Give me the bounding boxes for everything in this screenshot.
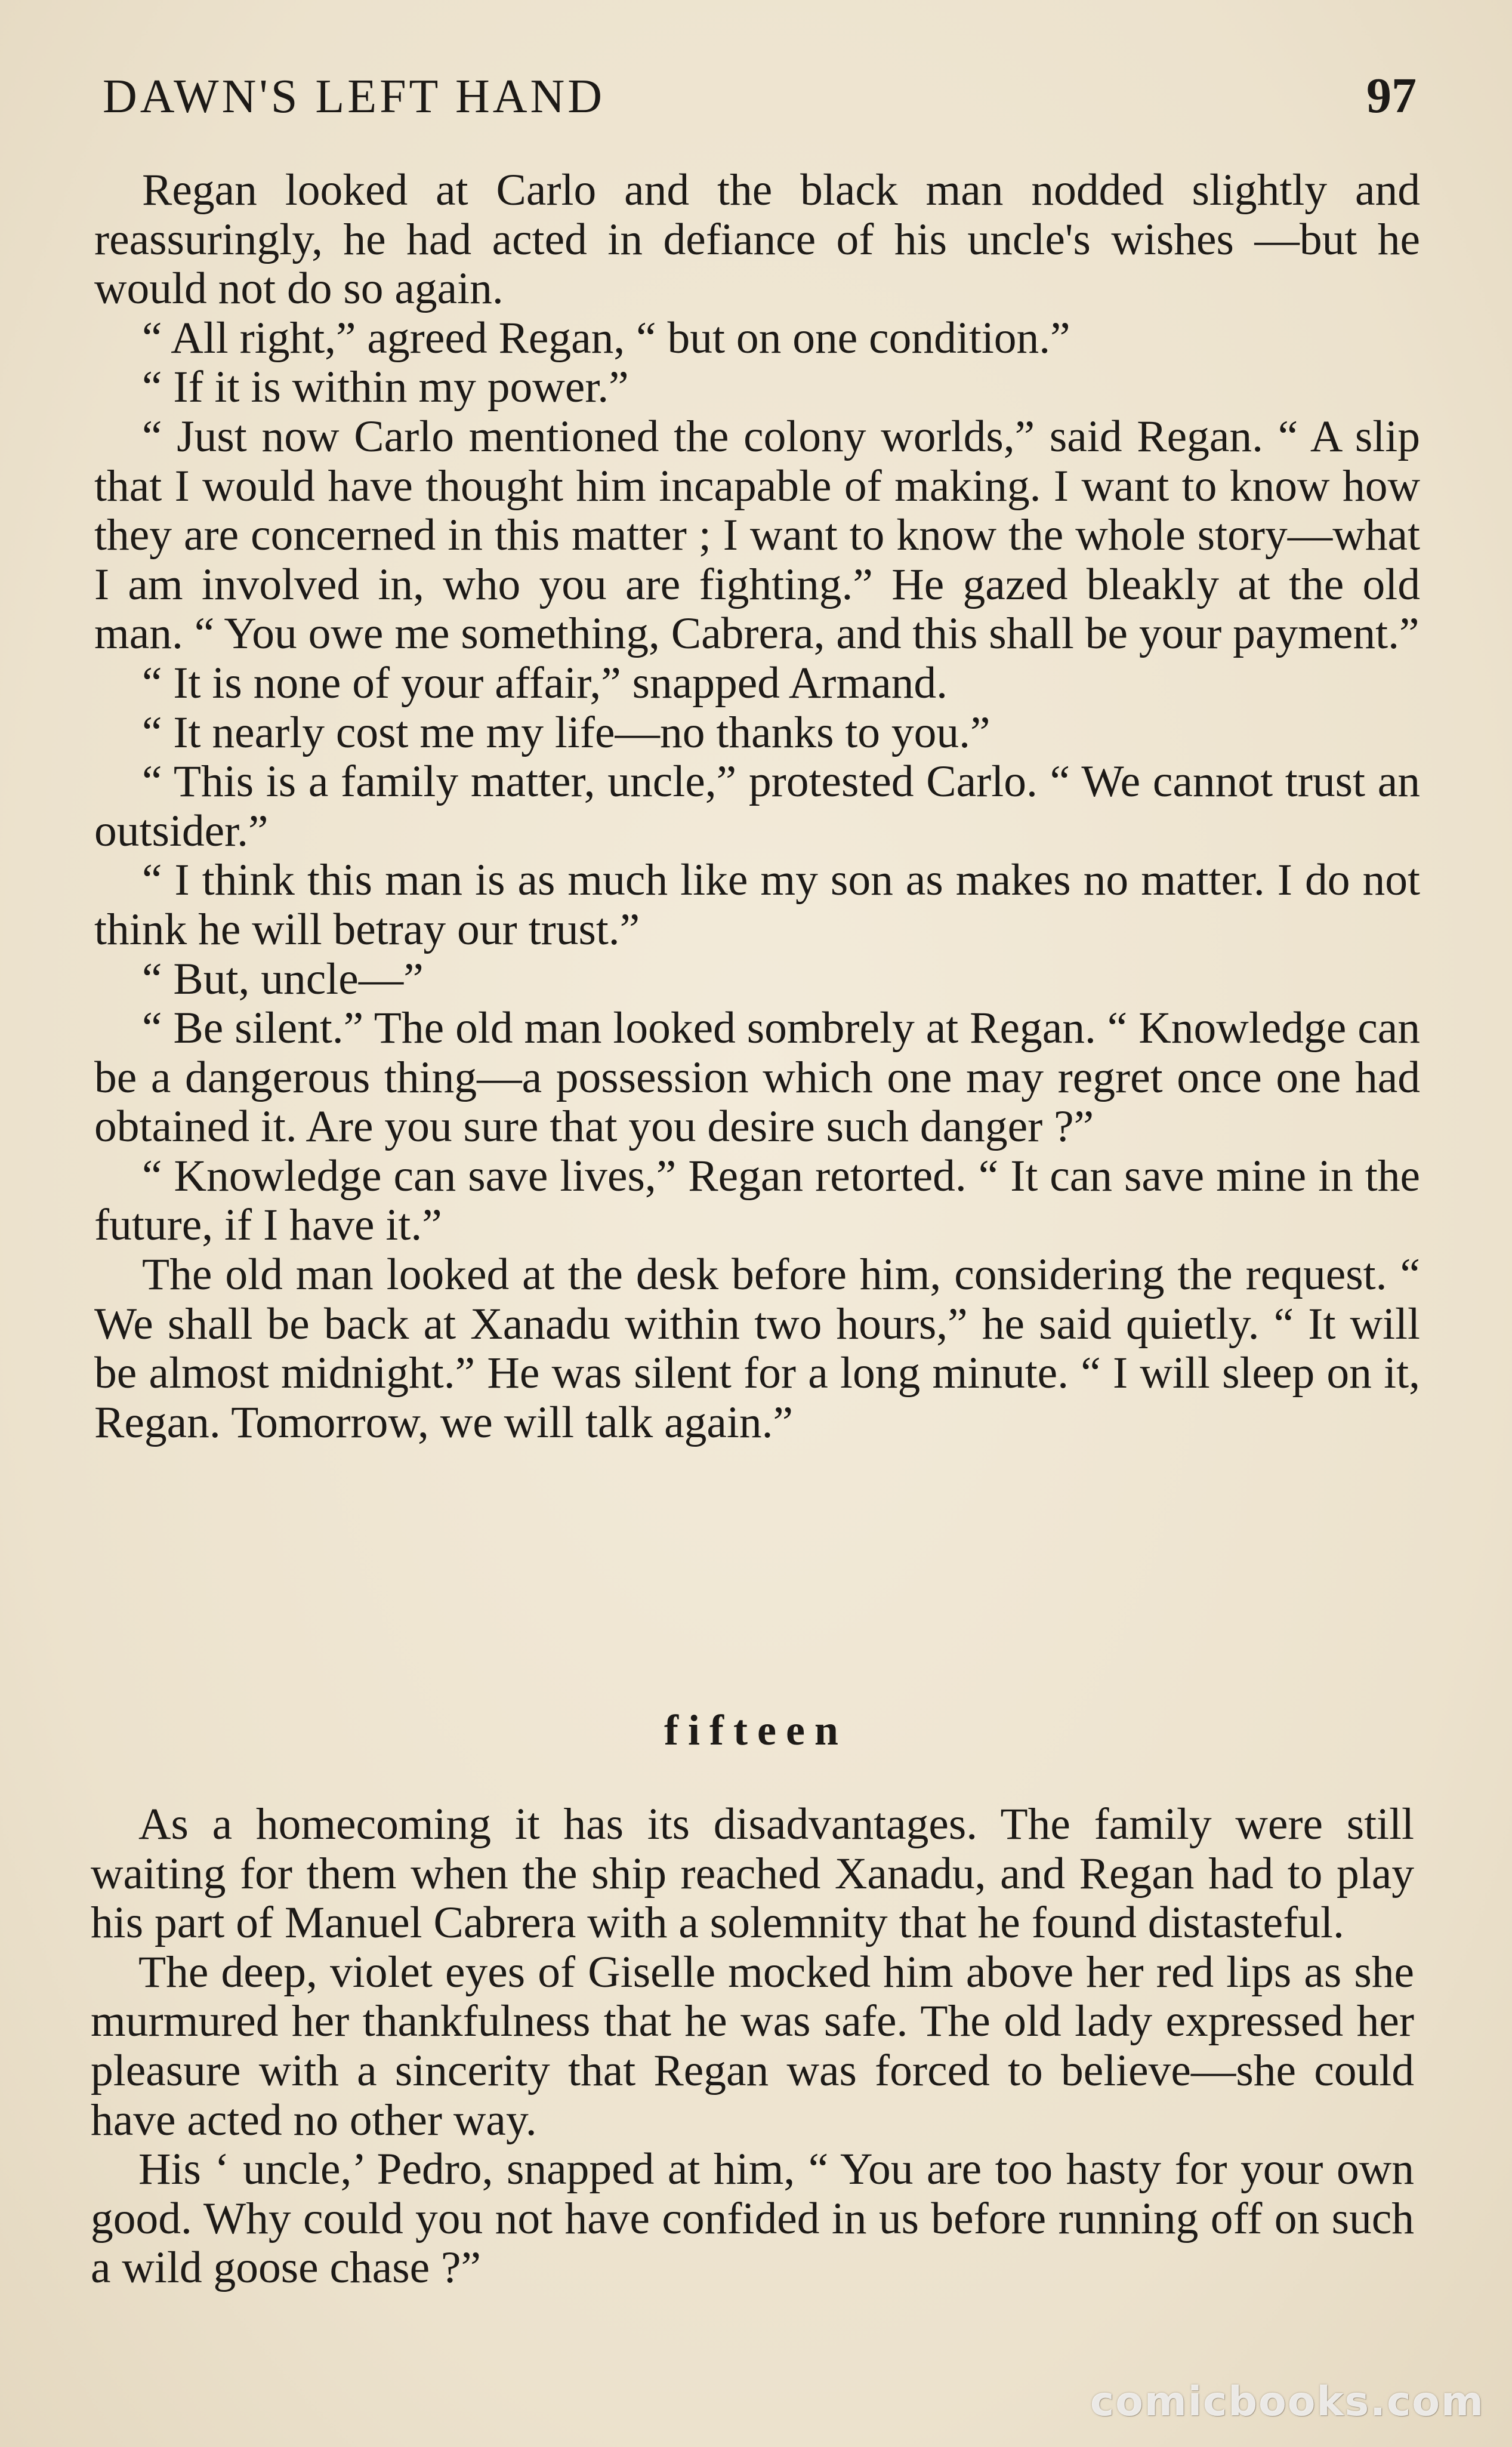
paragraph: “ This is a family matter, uncle,” protested Carlo. “ We cannot trust an outsider.” [94,757,1420,856]
paragraph: “ Be silent.” The old man looked sombrely at Regan. “ Knowledge can be a dangerous thing—a possession which one may regret once one had obtained it. Are you sure that you desire such danger ?” [94,1003,1420,1152]
paragraph: His ‘ uncle,’ Pedro, snapped at him, “ You are too hasty for your own good. Why could you not have confided in us before running off on such a wild goose chase ?” [91,2144,1414,2293]
paragraph: “ Just now Carlo mentioned the colony worlds,” said Regan. “ A slip that I would have thought him incapable of making. I want to know how they are concerned in this matter ; I want to know the whole story—what I am involved in, who you are fighting.” He gazed bleakly at the old man. “ You owe me something, Cabrera, and this shall be your payment.” [94,411,1420,659]
paragraph: “ I think this man is as much like my son as makes no matter. I do not think he will betray our trust.” [94,855,1420,954]
paragraph: “ But, uncle—” [142,954,424,1004]
page-number: 97 [1366,68,1417,124]
paragraph: The deep, violet eyes of Giselle mocked him above her red lips as she murmured her thankfulness that he was safe. The old lady expressed her pleasure with a sincerity that Regan was forced to believe—she could have acted no other way. [91,1947,1414,2145]
paragraph: “ If it is within my power.” [142,362,629,412]
paragraph: “ It nearly cost me my life—no thanks to you.” [142,707,990,757]
paragraph: As a homecoming it has its disadvantages. The family were still waiting for them when the ship reached Xanadu, and Regan had to play his part of Manuel Cabrera with a solemnity that he found distasteful. [91,1799,1414,1948]
paragraph: “ It is none of your affair,” snapped Armand. [142,658,948,708]
watermark-logo: comicbooks.com [1090,2378,1485,2426]
paragraph: “ All right,” agreed Regan, “ but on one condition.” [142,313,1070,363]
body-text-upper [94,166,1420,1447]
paragraph: “ Knowledge can save lives,” Regan retorted. “ It can save mine in the future, if I have it.” [94,1151,1420,1250]
paragraph: Regan looked at Carlo and the black man nodded slightly and reassuringly, he had acted in defiance of his uncle's wishes —but he would not do so again. [94,165,1420,314]
body-text-lower [91,1800,1414,2293]
chapter-heading: fifteen [664,1706,848,1754]
running-title: DAWN'S LEFT HAND [103,70,606,123]
paragraph: The old man looked at the desk before him, considering the request. “ We shall be back at Xanadu within two hours,” he said quietly. “ It will be almost midnight.” He was silent for a long minute. “ I will sleep on it, Regan. Tomorrow, we will talk again.” [94,1250,1420,1447]
running-header [103,67,1417,127]
